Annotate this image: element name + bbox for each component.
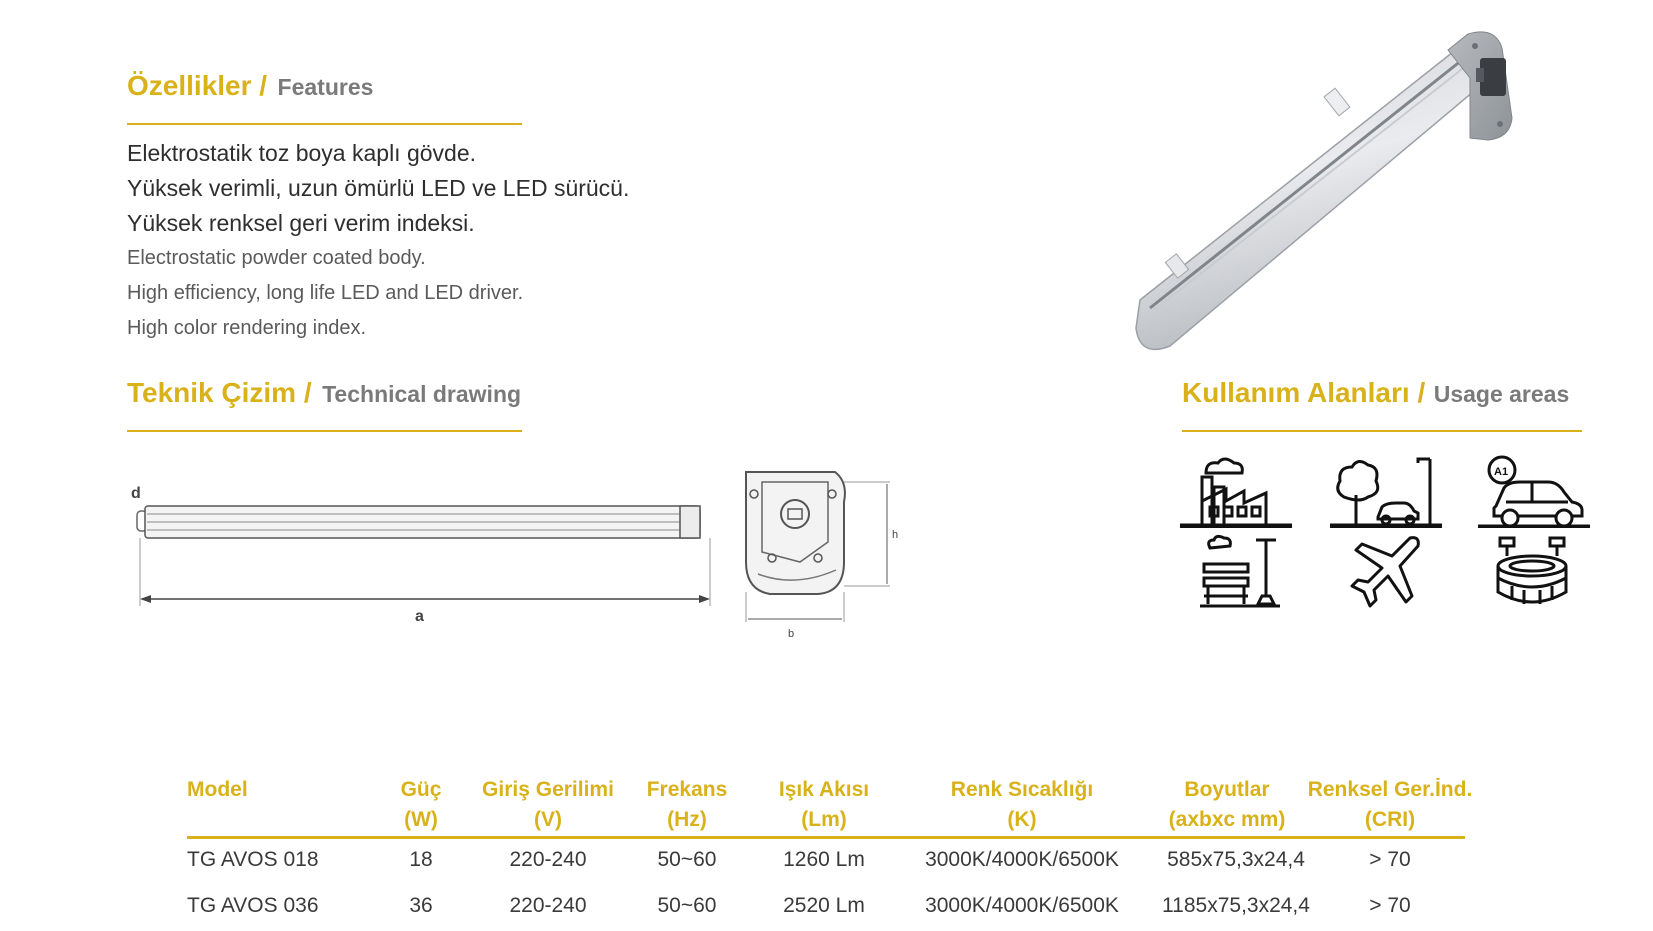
- car-service-icon: [1478, 452, 1590, 528]
- cell-dimensions: 585x75,3x24,4: [1167, 848, 1305, 871]
- dim-d-label: d: [131, 485, 141, 502]
- factory-icon: [1180, 455, 1292, 527]
- header-cri: Renksel Ger.İnd. (CRI): [1307, 778, 1473, 831]
- cell-power: 18: [409, 848, 433, 871]
- feature-line: Yüksek verimli, uzun ömürlü LED ve LED sürücü.: [127, 175, 630, 201]
- features-title-tr: Özellikler /: [127, 70, 268, 101]
- features-heading: [127, 70, 373, 102]
- side-view-drawing: [125, 478, 725, 633]
- header-dimensions: Boyutlar (axbxc mm): [1168, 778, 1286, 831]
- cell-dimensions: 1185x75,3x24,4: [1162, 894, 1310, 917]
- cell-voltage: 220-240: [509, 848, 587, 871]
- dim-b-label: b: [788, 628, 795, 640]
- table-header-rule: [187, 836, 1465, 839]
- feature-line: Elektrostatik toz boya kaplı gövde.: [127, 140, 477, 166]
- usage-icons-divider-3: [1478, 526, 1590, 528]
- stadium-icon: [1494, 534, 1574, 610]
- header-frequency: Frekans (Hz): [646, 778, 728, 831]
- end-view-drawing: [740, 462, 910, 647]
- drawing-underline: [127, 430, 522, 432]
- usage-underline: [1182, 430, 1582, 432]
- cell-cri: > 70: [1369, 848, 1411, 871]
- features-title-en: Features: [277, 74, 374, 100]
- usage-title-tr: Kullanım Alanları /: [1182, 377, 1426, 408]
- cell-frequency: 50~60: [657, 848, 717, 871]
- feature-line-en: High efficiency, long life LED and LED driver.: [127, 282, 524, 304]
- header-model: Model: [187, 778, 248, 801]
- cell-cri: > 70: [1369, 894, 1411, 917]
- drawing-heading: [127, 377, 521, 409]
- dim-h-label: h: [892, 529, 899, 541]
- dim-a-label: a: [415, 608, 424, 625]
- cell-power: 36: [409, 894, 433, 917]
- header-power: Güç (W): [400, 778, 442, 831]
- cell-frequency: 50~60: [657, 894, 717, 917]
- cell-color-temperature: 3000K/4000K/6500K: [925, 894, 1119, 917]
- park-car-icon: [1330, 455, 1442, 527]
- header-luminous-flux: Işık Akısı (Lm): [778, 778, 870, 831]
- cell-color-temperature: 3000K/4000K/6500K: [925, 848, 1119, 871]
- cell-luminous-flux: 2520 Lm: [783, 894, 865, 917]
- feature-line: Yüksek renksel geri verim indeksi.: [127, 210, 475, 236]
- cell-luminous-flux: 1260 Lm: [783, 848, 865, 871]
- drawing-title-en: Technical drawing: [322, 381, 522, 407]
- cell-model: TG AVOS 036: [187, 894, 319, 917]
- product-image: [1130, 28, 1580, 383]
- header-voltage: Giriş Gerilimi (V): [482, 778, 614, 831]
- park-bench-lamp-icon: [1200, 534, 1280, 610]
- cell-voltage: 220-240: [509, 894, 587, 917]
- features-list: [127, 136, 629, 346]
- usage-title-en: Usage areas: [1433, 381, 1570, 407]
- feature-line-en: Electrostatic powder coated body.: [127, 247, 426, 269]
- usage-icons-divider-1: [1180, 526, 1292, 528]
- airplane-icon: [1348, 534, 1424, 610]
- car-badge-text: A1: [1494, 466, 1509, 478]
- cell-model: TG AVOS 018: [187, 848, 319, 871]
- usage-heading: [1182, 377, 1569, 409]
- features-underline: [127, 123, 522, 125]
- feature-line-en: High color rendering index.: [127, 317, 367, 339]
- header-color-temperature: Renk Sıcaklığı (K): [950, 778, 1094, 831]
- drawing-title-tr: Teknik Çizim /: [127, 377, 312, 408]
- usage-icons-divider-2: [1330, 526, 1442, 528]
